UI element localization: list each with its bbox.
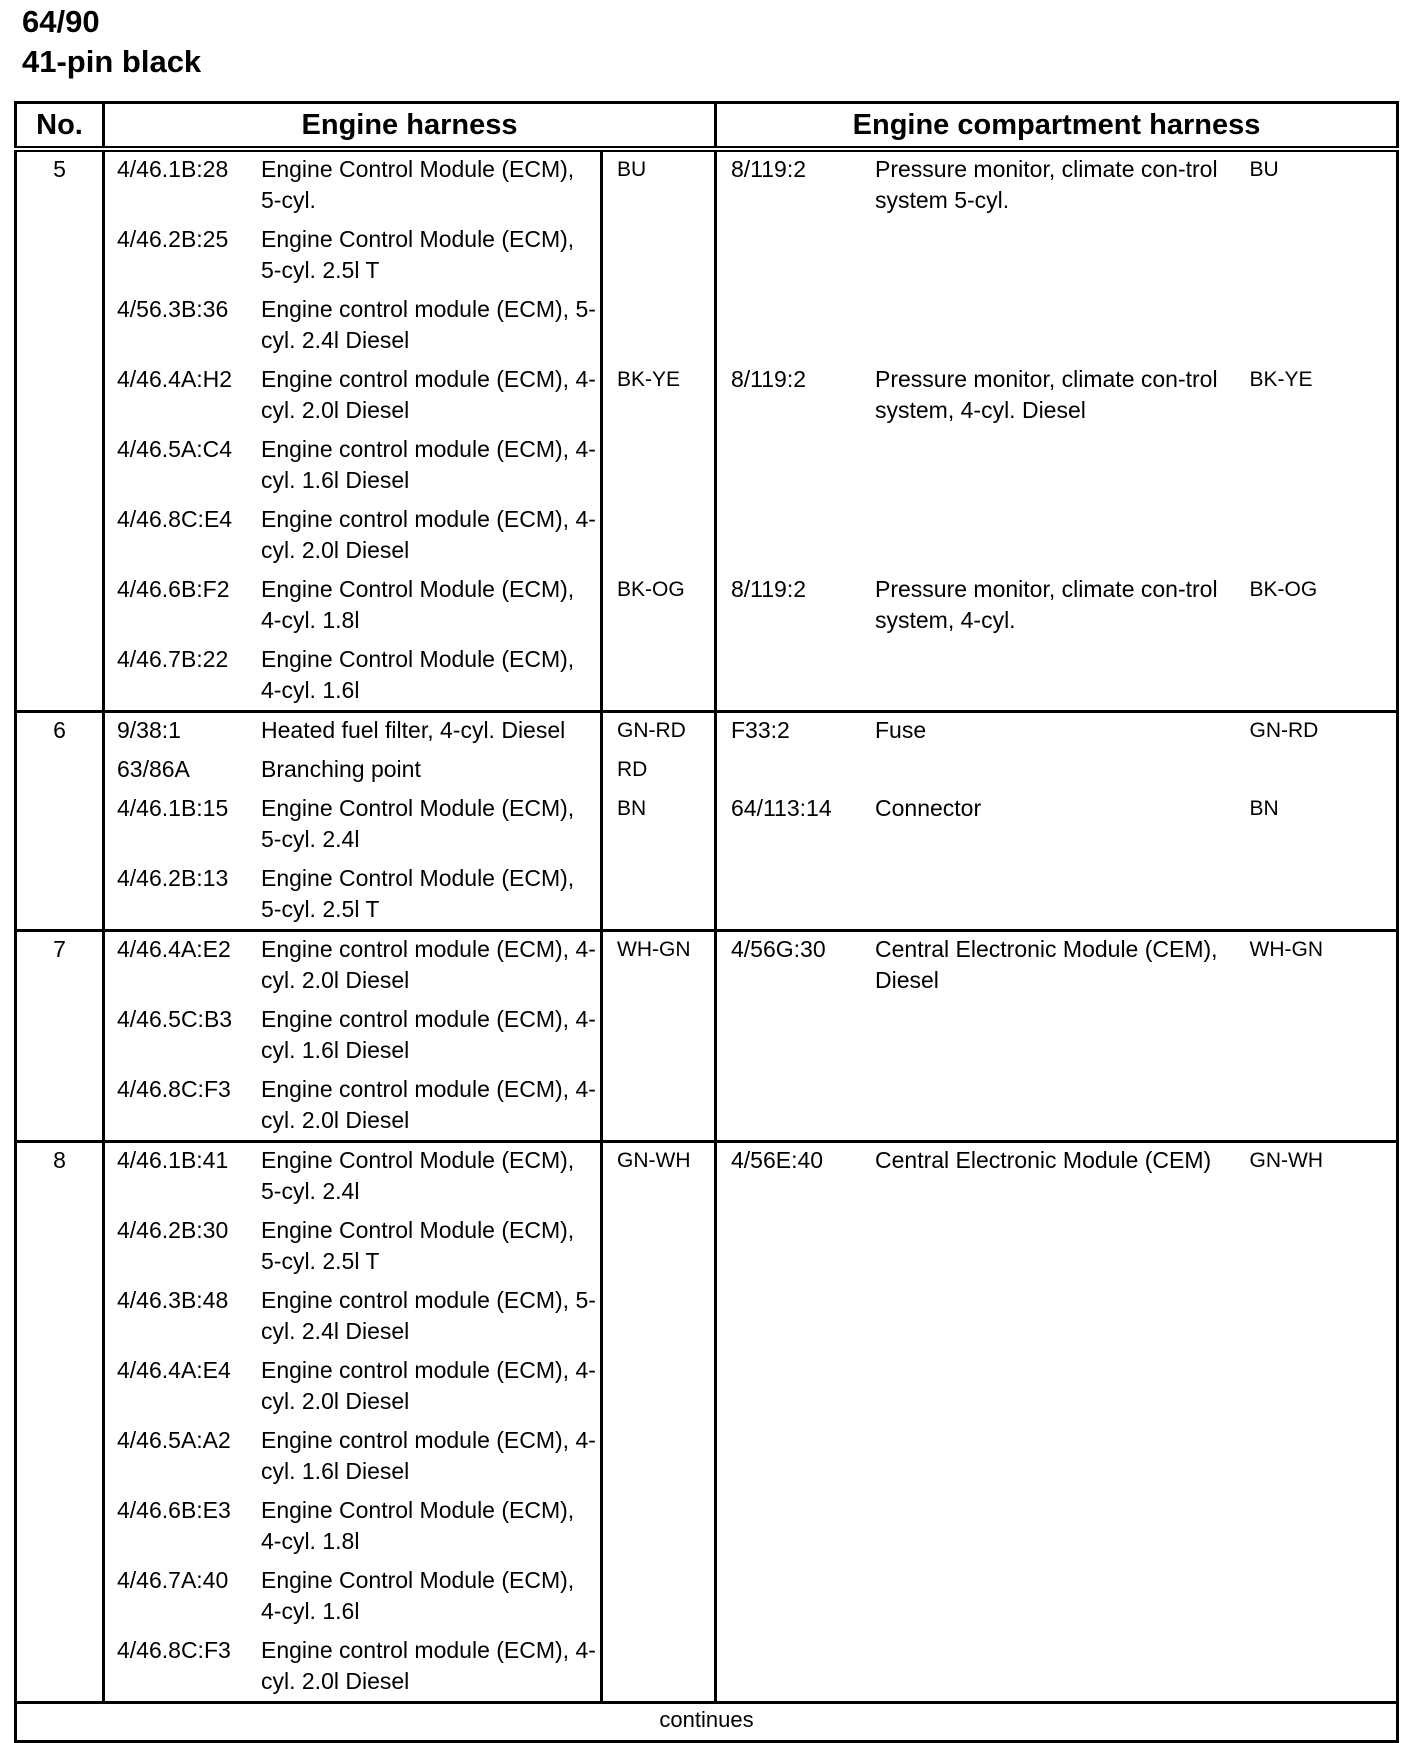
connection-entry (731, 364, 1236, 426)
connector-code: 4/46.7A:40 (117, 1567, 229, 1593)
connector-code: 4/46.4A:E4 (117, 1357, 231, 1383)
compartment-harness-group (731, 364, 1236, 566)
compartment-harness-group (731, 754, 1236, 785)
header-no: No. (16, 103, 104, 150)
connection-entry (117, 1004, 600, 1066)
engine-harness-group (117, 715, 600, 746)
connector-code: 4/46.2B:30 (117, 1217, 229, 1243)
header-engine-harness: Engine harness (104, 103, 716, 150)
connector-code: F33:2 (731, 717, 790, 743)
engine-harness-cell (104, 712, 602, 931)
table-row (16, 931, 1398, 1142)
table-header-row (16, 103, 1398, 150)
connector-code: 4/46.5C:B3 (117, 1006, 233, 1032)
connector-code: 4/56E:40 (731, 1147, 824, 1173)
engine-harness-group (117, 1145, 600, 1697)
table-row (16, 712, 1398, 931)
engine-harness-color-cell (602, 712, 716, 931)
connection-entry (117, 1425, 600, 1487)
component-description: Engine Control Module (ECM), 4-cyl. 1.8l (261, 1497, 575, 1554)
engine-harness-color-cell (602, 149, 716, 712)
connector-code: 4/46.5A:C4 (117, 436, 233, 462)
compartment-harness-group (731, 934, 1236, 1136)
component-description: Engine control module (ECM), 4-cyl. 2.0l Diesel (261, 1076, 596, 1133)
pin-number: 5 (16, 149, 104, 712)
connector-code: 4/46.6B:E3 (117, 1497, 231, 1523)
pin-number: 7 (16, 931, 104, 1142)
connection-entry (117, 294, 600, 356)
wire-color: BK-OG (1249, 578, 1318, 601)
header-compartment-harness: Engine compartment harness (716, 103, 1398, 150)
connection-entry (117, 1495, 600, 1557)
continues-note: continues (16, 1703, 1398, 1742)
compartment-harness-color-cell (1236, 1142, 1398, 1703)
engine-harness-cell (104, 1142, 602, 1703)
component-description: Pressure monitor, climate con-trol system 5-cyl. (875, 156, 1218, 213)
connector-code: 4/46.8C:F3 (117, 1076, 231, 1102)
connector-title: 41-pin black (22, 44, 202, 79)
component-description: Engine Control Module (ECM), 5-cyl. 2.5l T (261, 865, 575, 922)
wire-color: RD (617, 758, 648, 781)
connection-entry (117, 793, 600, 855)
connector-code: 64/113:14 (731, 795, 832, 821)
connection-entry (117, 574, 600, 636)
compartment-harness-color-cell (1236, 931, 1398, 1142)
component-description: Connector (875, 795, 982, 821)
component-description: Engine control module (ECM), 5-cyl. 2.4l Diesel (261, 1287, 596, 1344)
connection-entry (731, 574, 1236, 636)
connection-entry (117, 1355, 600, 1417)
connection-entry (117, 1285, 600, 1347)
wire-color (1250, 754, 1397, 785)
component-description: Engine Control Module (ECM), 5-cyl. 2.5l T (261, 226, 575, 283)
connector-code: 8/119:2 (731, 576, 807, 602)
compartment-harness-group (731, 793, 1236, 925)
component-description: Central Electronic Module (CEM), Diesel (875, 936, 1218, 993)
connection-entry (117, 154, 600, 216)
compartment-harness-cell (716, 1142, 1236, 1703)
component-description: Engine control module (ECM), 4-cyl. 2.0l Diesel (261, 936, 596, 993)
engine-harness-group (117, 934, 600, 1136)
compartment-harness-color-cell (1236, 149, 1398, 712)
component-description: Pressure monitor, climate con-trol system, 4-cyl. Diesel (875, 366, 1218, 423)
connector-code: 4/56.3B:36 (117, 296, 229, 322)
wire-color: BN (617, 797, 647, 820)
compartment-harness-group (731, 715, 1236, 746)
compartment-harness-cell (716, 149, 1236, 712)
compartment-harness-cell (716, 931, 1236, 1142)
connector-code: 4/46.4A:H2 (117, 366, 233, 392)
engine-harness-group (117, 364, 600, 566)
connection-entry (117, 1635, 600, 1697)
component-description: Engine control module (ECM), 4-cyl. 2.0l Diesel (261, 366, 596, 423)
page-number: 64/90 (22, 4, 100, 39)
connector-code: 4/46.3B:48 (117, 1287, 229, 1313)
wire-color: GN-WH (1249, 1149, 1323, 1172)
wire-color: BK-YE (617, 368, 681, 391)
connection-entry (117, 1074, 600, 1136)
connection-entry (117, 434, 600, 496)
engine-harness-group (117, 154, 600, 356)
connection-entry (117, 1215, 600, 1277)
wire-color: BK-OG (617, 578, 685, 601)
table-row (16, 1142, 1398, 1703)
compartment-harness-group (731, 154, 1236, 356)
wire-color: BN (1249, 797, 1279, 820)
compartment-harness-cell (716, 712, 1236, 931)
connector-code: 4/46.8C:F3 (117, 1637, 231, 1663)
connection-entry (117, 863, 600, 925)
connection-entry (731, 715, 1236, 746)
component-description: Engine control module (ECM), 4-cyl. 2.0l Diesel (261, 506, 596, 563)
component-description: Engine Control Module (ECM), 5-cyl. 2.4l (261, 795, 575, 852)
connection-entry (117, 364, 600, 426)
wire-color: WH-GN (617, 938, 691, 961)
component-description: Engine control module (ECM), 5-cyl. 2.4l Diesel (261, 296, 596, 353)
table-row (16, 149, 1398, 712)
compartment-harness-group (731, 574, 1236, 706)
connection-entry (731, 793, 1236, 824)
connection-entry (731, 934, 1236, 996)
connector-code: 4/46.2B:13 (117, 865, 229, 891)
engine-harness-cell (104, 931, 602, 1142)
connection-entry (117, 934, 600, 996)
component-description: Branching point (261, 756, 421, 782)
engine-harness-cell (104, 149, 602, 712)
connection-entry (117, 715, 600, 746)
connector-code: 63/86A (117, 756, 190, 782)
component-description: Engine Control Module (ECM), 4-cyl. 1.8l (261, 576, 575, 633)
connector-code: 4/46.2B:25 (117, 226, 229, 252)
connector-code: 4/46.4A:E2 (117, 936, 231, 962)
connector-code: 4/46.6B:F2 (117, 576, 230, 602)
connection-entry (117, 1565, 600, 1627)
connector-code: 4/46.5A:A2 (117, 1427, 231, 1453)
component-description: Engine control module (ECM), 4-cyl. 2.0l Diesel (261, 1637, 596, 1694)
wire-color: GN-WH (617, 1149, 691, 1172)
component-description: Central Electronic Module (CEM) (875, 1147, 1212, 1173)
component-description: Engine Control Module (ECM), 4-cyl. 1.6l (261, 646, 575, 703)
wire-color: GN-RD (1249, 719, 1319, 742)
pin-number: 8 (16, 1142, 104, 1703)
engine-harness-color-cell (602, 931, 716, 1142)
engine-harness-group (117, 754, 600, 785)
component-description: Engine control module (ECM), 4-cyl. 1.6l Diesel (261, 436, 596, 493)
component-description: Pressure monitor, climate con-trol system, 4-cyl. (875, 576, 1218, 633)
connector-code: 4/56G:30 (731, 936, 826, 962)
pin-number: 6 (16, 712, 104, 931)
engine-harness-group (117, 793, 600, 925)
wire-color: BU (617, 158, 647, 181)
pin-table (14, 101, 1399, 1743)
connection-entry (731, 154, 1236, 216)
wire-color: BK-YE (1249, 368, 1313, 391)
compartment-harness-group (731, 1145, 1236, 1697)
component-description: Heated fuel filter, 4-cyl. Diesel (261, 717, 566, 743)
connector-code: 4/46.7B:22 (117, 646, 229, 672)
compartment-harness-color-cell (1236, 712, 1398, 931)
wire-color: WH-GN (1249, 938, 1323, 961)
engine-harness-color-cell (602, 1142, 716, 1703)
connection-entry (731, 1145, 1236, 1176)
connector-code: 4/46.1B:28 (117, 156, 229, 182)
connector-code: 8/119:2 (731, 156, 807, 182)
connection-entry (117, 224, 600, 286)
connection-entry (117, 1145, 600, 1207)
component-description: Engine control module (ECM), 4-cyl. 2.0l Diesel (261, 1357, 596, 1414)
connection-entry (117, 754, 600, 785)
component-description: Engine control module (ECM), 4-cyl. 1.6l Diesel (261, 1427, 596, 1484)
connector-code: 4/46.8C:E4 (117, 506, 233, 532)
wire-color: GN-RD (617, 719, 686, 742)
component-description: Engine Control Module (ECM), 4-cyl. 1.6l (261, 1567, 575, 1624)
connector-code: 4/46.1B:41 (117, 1147, 229, 1173)
component-description: Engine control module (ECM), 4-cyl. 1.6l Diesel (261, 1006, 596, 1063)
component-description: Engine Control Module (ECM), 5-cyl. (261, 156, 575, 213)
connection-entry (117, 504, 600, 566)
connector-code: 9/38:1 (117, 717, 181, 743)
wire-color: BU (1249, 158, 1279, 181)
component-description: Engine Control Module (ECM), 5-cyl. 2.4l (261, 1147, 575, 1204)
engine-harness-group (117, 574, 600, 706)
component-description: Fuse (875, 717, 927, 743)
component-description: Engine Control Module (ECM), 5-cyl. 2.5l T (261, 1217, 575, 1274)
connector-code: 4/46.1B:15 (117, 795, 229, 821)
connector-code: 8/119:2 (731, 366, 807, 392)
connection-entry (117, 644, 600, 706)
